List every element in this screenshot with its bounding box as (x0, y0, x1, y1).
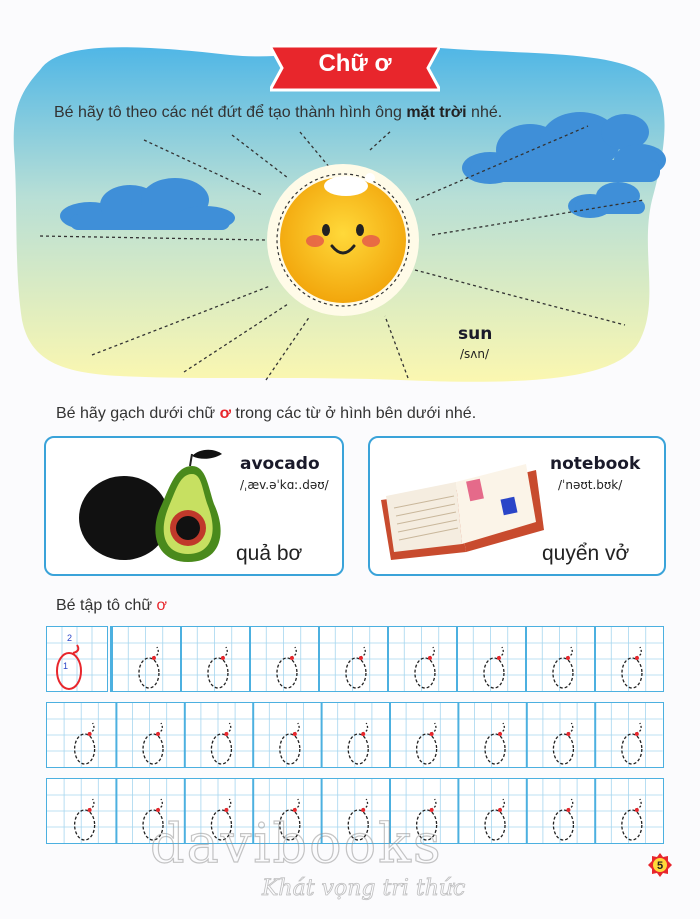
tracing-letter-o-horn (348, 723, 368, 764)
card-english-word: avocado (240, 454, 320, 474)
tracing-letter-o-horn (622, 647, 642, 688)
tracing-letter-o-horn (622, 799, 642, 840)
watermark-slogan: Khát vọng tri thức (262, 876, 466, 901)
title-ribbon (270, 42, 440, 94)
tracing-letter-o-horn (485, 723, 505, 764)
example-letter-box (46, 626, 108, 692)
card-english-word: notebook (550, 454, 641, 474)
tracing-letter-o-horn (484, 647, 504, 688)
svg-text:2: 2 (67, 633, 73, 643)
card-vietnamese-word: quyển vở (542, 542, 630, 565)
practice-grid (47, 703, 663, 767)
card-ipa: /ˈnəʊt.bʊk/ (558, 478, 623, 492)
tracing-letter-o-horn (75, 723, 95, 764)
practice-grid (111, 627, 663, 691)
sun-word: sun (458, 324, 493, 344)
notebook-picture (376, 452, 546, 562)
example-letter-o-horn (47, 627, 107, 691)
tracing-letter-o-horn (277, 647, 297, 688)
practice-instruction: Bé tập tô chữ ơ (56, 597, 168, 614)
card-avocado (44, 436, 344, 576)
tracing-letter-o-horn (211, 723, 231, 764)
practice-row-1 (110, 626, 664, 692)
tracing-letter-o-horn (139, 647, 159, 688)
page-number-badge (647, 852, 673, 878)
tracing-letter-o-horn (415, 647, 435, 688)
svg-text:5: 5 (656, 860, 664, 872)
card-ipa: /ˌæv.əˈkɑː.dəʊ/ (240, 478, 329, 492)
tracing-letter-o-horn (553, 647, 573, 688)
card-notebook (368, 436, 666, 576)
tracing-letter-o-horn (208, 647, 228, 688)
tracing-letter-o-horn (143, 723, 163, 764)
practice-row-2 (46, 702, 664, 768)
svg-text:1: 1 (63, 661, 69, 671)
page-title: Chữ ơ (318, 50, 392, 77)
tracing-letter-o-horn (622, 723, 642, 764)
avocado-picture (76, 446, 236, 566)
tracing-letter-o-horn (75, 799, 95, 840)
tracing-letter-o-horn (280, 723, 300, 764)
tracing-letter-o-horn (553, 723, 573, 764)
words-instruction: Bé hãy gạch dưới chữ ơ trong các từ ở hình bên dưới nhé. (56, 405, 477, 422)
sun-ipa: /sʌn/ (460, 347, 490, 361)
watermark-brand: davibooks (150, 812, 443, 875)
sun-picture (267, 164, 419, 316)
card-vietnamese-word: quả bơ (236, 542, 303, 565)
tracing-letter-o-horn (346, 647, 366, 688)
tracing-letter-o-horn (553, 799, 573, 840)
tracing-letter-o-horn (417, 723, 437, 764)
sun-instruction: Bé hãy tô theo các nét đứt để tạo thành hình ông mặt trời nhé. (54, 104, 503, 121)
tracing-letter-o-horn (485, 799, 505, 840)
